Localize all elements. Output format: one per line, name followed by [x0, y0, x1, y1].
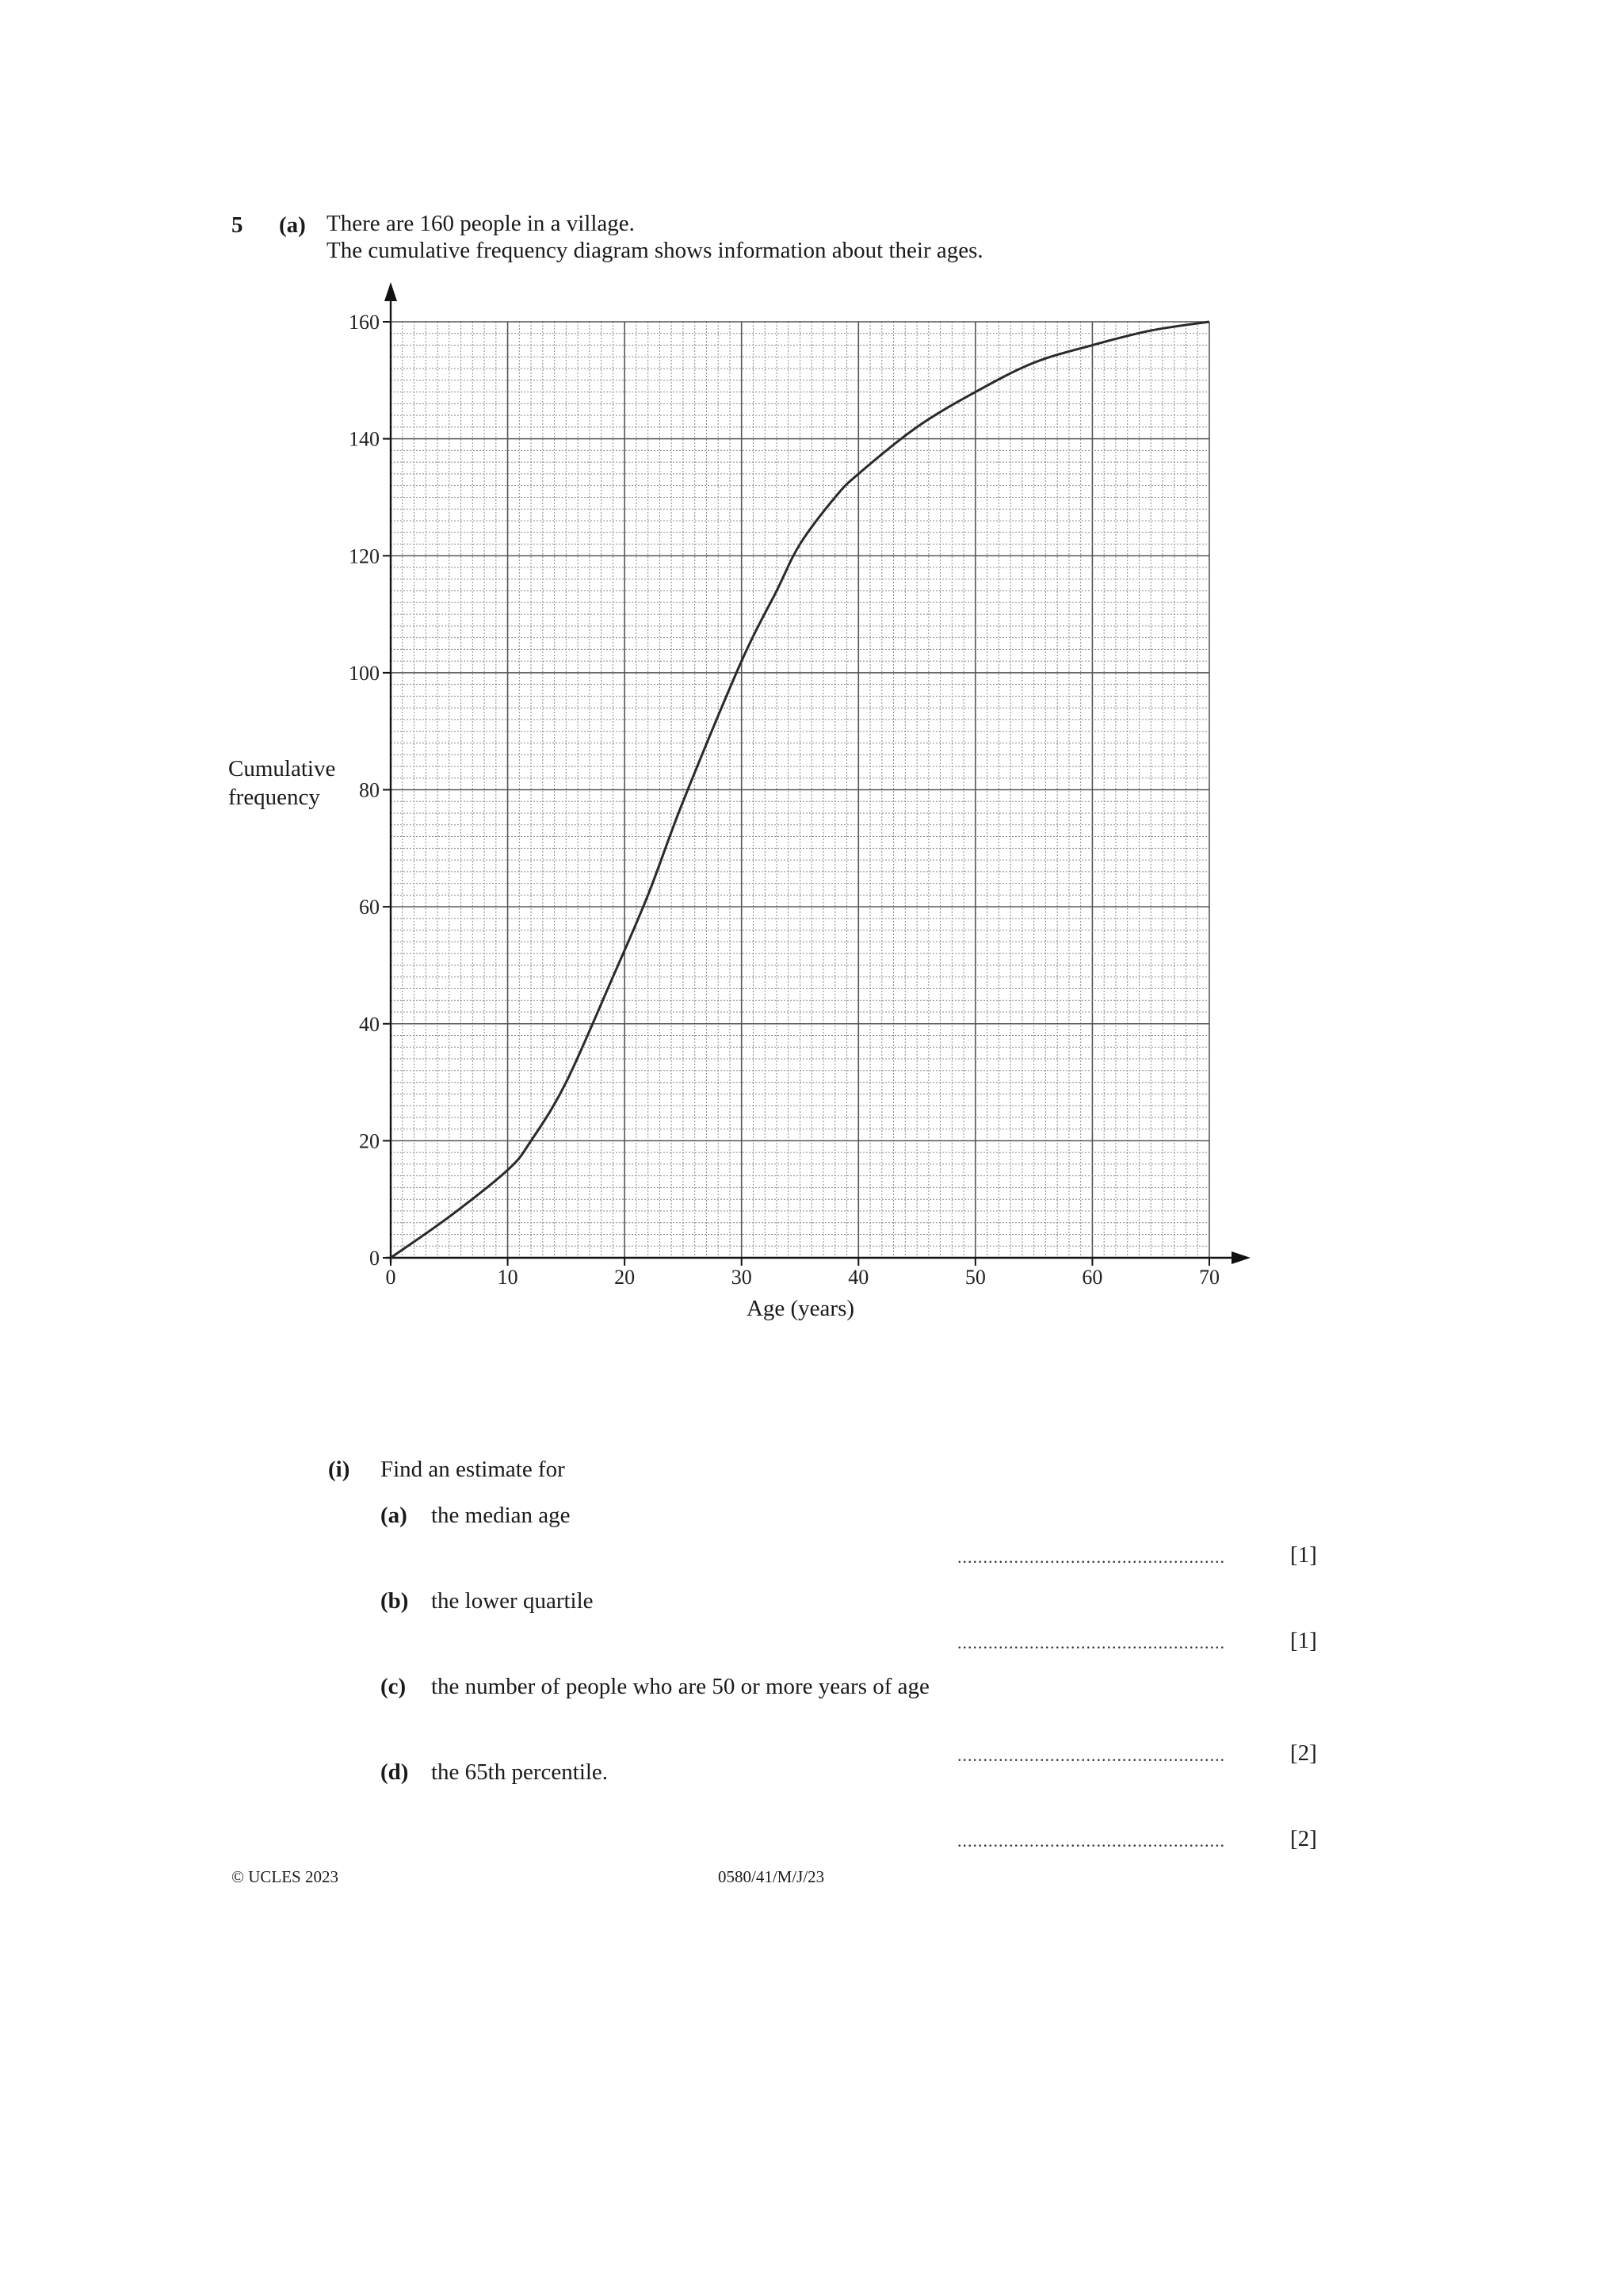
x-tick-label: 0 — [385, 1266, 396, 1289]
question-intro-line-2: The cumulative frequency diagram shows information about their ages. — [327, 238, 983, 263]
part-text: the lower quartile — [431, 1588, 594, 1614]
y-tick-label: 160 — [349, 311, 380, 334]
y-tick-label: 60 — [359, 896, 380, 919]
x-tick-label: 50 — [964, 1266, 986, 1289]
x-tick-label: 10 — [497, 1266, 518, 1289]
y-tick-label: 0 — [369, 1247, 380, 1270]
part-label: (b) — [380, 1588, 409, 1614]
y-tick-label: 120 — [349, 544, 380, 568]
part-label: (a) — [380, 1503, 407, 1528]
x-tick-label: 60 — [1082, 1266, 1103, 1289]
sub-question-text: Find an estimate for — [380, 1457, 565, 1482]
answer-line[interactable]: .................................................... — [957, 1745, 1225, 1765]
x-tick-label: 20 — [614, 1266, 636, 1289]
question-number: 5 — [231, 212, 243, 238]
x-tick-label: 70 — [1199, 1266, 1220, 1289]
y-axis-arrow — [384, 282, 397, 301]
marks-allocation: [2] — [1290, 1740, 1317, 1766]
footer-copyright: © UCLES 2023 — [231, 1867, 338, 1886]
y-tick-label: 80 — [359, 778, 380, 802]
x-tick-label: 40 — [848, 1266, 869, 1289]
part-label: (d) — [380, 1759, 409, 1785]
marks-allocation: [2] — [1290, 1826, 1317, 1851]
x-tick-label: 30 — [731, 1266, 752, 1289]
part-label: (c) — [380, 1674, 407, 1699]
footer-paper-code: 0580/41/M/J/23 — [718, 1867, 825, 1886]
y-tick-label: 140 — [349, 427, 380, 451]
y-axis-label-line-1: Cumulative — [228, 756, 336, 781]
part-text: the number of people who are 50 or more years of age — [431, 1674, 930, 1699]
answer-line[interactable]: .................................................... — [957, 1831, 1225, 1851]
x-axis-label: Age (years) — [746, 1296, 855, 1321]
answer-line[interactable]: .................................................... — [957, 1547, 1225, 1567]
y-tick-label: 100 — [349, 661, 380, 685]
question-part-label: (a) — [279, 212, 306, 238]
part-text: the median age — [431, 1503, 571, 1528]
question-intro-line-1: There are 160 people in a village. — [327, 211, 635, 236]
y-tick-label: 40 — [359, 1012, 380, 1036]
sub-question-label: (i) — [328, 1457, 350, 1482]
answer-line[interactable]: .................................................... — [957, 1633, 1225, 1652]
y-tick-label: 20 — [359, 1129, 380, 1153]
y-axis-label-line-2: frequency — [228, 785, 320, 810]
marks-allocation: [1] — [1290, 1542, 1317, 1568]
marks-allocation: [1] — [1290, 1628, 1317, 1653]
chart-grid — [391, 322, 1209, 1258]
part-text: the 65th percentile. — [431, 1759, 609, 1785]
x-axis-arrow — [1232, 1251, 1251, 1264]
